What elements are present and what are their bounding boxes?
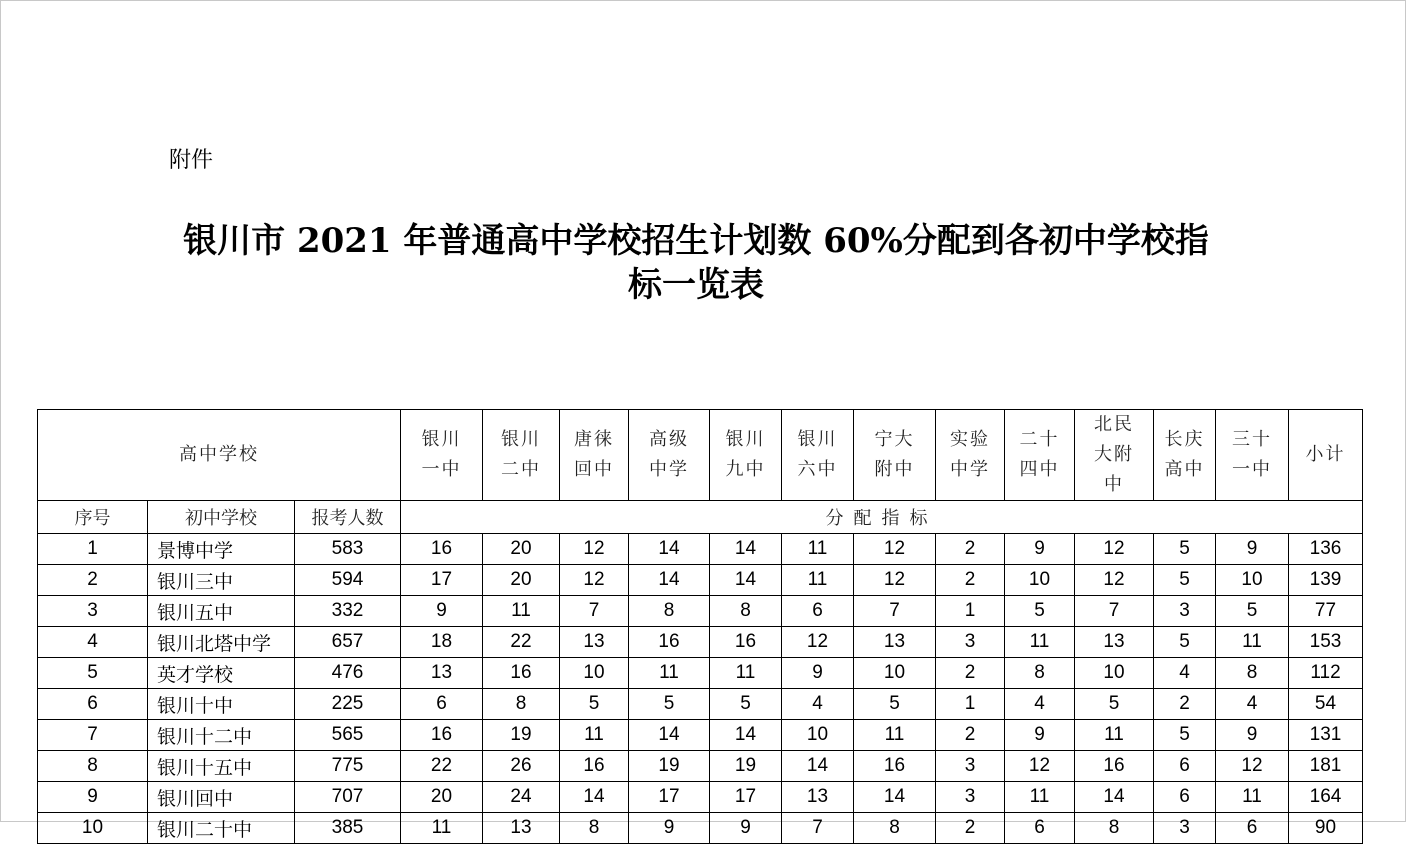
corner-header: 高中学校 [38,410,401,501]
row-index: 6 [38,689,148,720]
allocation-value: 16 [401,720,483,751]
row-index: 7 [38,720,148,751]
allocation-value: 2 [936,565,1005,596]
table-row [38,596,1363,627]
allocation-value: 14 [560,782,629,813]
high-school-name: 银川一中 [421,429,462,480]
allocation-value: 11 [401,813,483,844]
allocation-value: 11 [1216,782,1289,813]
allocation-value: 6 [1154,751,1216,782]
applicant-count: 707 [295,782,401,813]
allocation-value: 8 [629,596,710,627]
allocation-value: 16 [483,658,560,689]
allocation-value: 14 [629,534,710,565]
allocation-value: 16 [1075,751,1154,782]
high-school-header [401,410,483,501]
title-line-1: 银川市 2021 年普通高中学校招生计划数 60%分配到各初中学校指 [183,221,1209,261]
allocation-value: 3 [1154,813,1216,844]
allocation-value: 5 [1075,689,1154,720]
title-line-2: 标一览表 [628,265,764,305]
table-row [38,627,1363,658]
allocation-value: 8 [483,689,560,720]
allocation-value: 17 [629,782,710,813]
allocation-value: 5 [1005,596,1075,627]
allocation-value: 6 [1216,813,1289,844]
allocation-value: 24 [483,782,560,813]
row-index: 4 [38,627,148,658]
allocation-value: 4 [1216,689,1289,720]
middle-school-name: 银川十中 [148,689,295,720]
row-subtotal: 153 [1289,627,1363,658]
high-school-header [782,410,854,501]
allocation-value: 7 [560,596,629,627]
high-school-name: 宁大附中 [874,429,915,480]
allocation-value: 11 [782,565,854,596]
allocation-value: 8 [560,813,629,844]
allocation-value: 13 [782,782,854,813]
allocation-value: 13 [854,627,936,658]
row-index: 2 [38,565,148,596]
row-index: 9 [38,782,148,813]
allocation-value: 6 [1154,782,1216,813]
table-row [38,658,1363,689]
allocation-value: 8 [1075,813,1154,844]
allocation-value: 7 [782,813,854,844]
subtotal-header: 小计 [1289,410,1363,501]
allocation-value: 3 [936,751,1005,782]
allocation-value: 4 [782,689,854,720]
attachment-label: 附件 [169,148,214,173]
index-header: 序号 [38,501,148,534]
row-subtotal: 54 [1289,689,1363,720]
row-subtotal: 164 [1289,782,1363,813]
allocation-value: 12 [854,534,936,565]
allocation-value: 6 [401,689,483,720]
header-row-high-schools [38,410,1363,501]
allocation-value: 9 [782,658,854,689]
allocation-value: 11 [483,596,560,627]
allocation-value: 8 [1216,658,1289,689]
allocation-value: 16 [854,751,936,782]
allocation-value: 2 [936,658,1005,689]
allocation-value: 14 [710,720,782,751]
applicant-count: 332 [295,596,401,627]
allocation-value: 12 [854,565,936,596]
row-index: 3 [38,596,148,627]
middle-school-name: 银川十二中 [148,720,295,751]
applicant-count: 225 [295,689,401,720]
middle-school-header: 初中学校 [148,501,295,534]
table-row [38,751,1363,782]
allocation-value: 12 [560,534,629,565]
high-school-header [1154,410,1216,501]
allocation-value: 10 [560,658,629,689]
allocation-value: 14 [710,565,782,596]
allocation-value: 12 [1075,534,1154,565]
allocation-value: 14 [629,565,710,596]
allocation-value: 11 [1216,627,1289,658]
allocation-value: 1 [936,689,1005,720]
allocation-value: 9 [1005,720,1075,751]
allocation-value: 14 [710,534,782,565]
allocation-value: 13 [483,813,560,844]
high-school-header [560,410,629,501]
allocation-value: 1 [936,596,1005,627]
row-subtotal: 112 [1289,658,1363,689]
allocation-value: 20 [483,565,560,596]
allocation-value: 22 [401,751,483,782]
allocation-value: 12 [1216,751,1289,782]
allocation-value: 3 [936,627,1005,658]
applicant-count: 657 [295,627,401,658]
allocation-value: 7 [854,596,936,627]
allocation-value: 9 [1005,534,1075,565]
allocation-value: 14 [1075,782,1154,813]
row-subtotal: 77 [1289,596,1363,627]
middle-school-name: 银川五中 [148,596,295,627]
allocation-value: 10 [1005,565,1075,596]
allocation-value: 9 [710,813,782,844]
allocation-value: 26 [483,751,560,782]
allocation-value: 13 [560,627,629,658]
allocation-value: 11 [560,720,629,751]
middle-school-name: 银川三中 [148,565,295,596]
allocation-value: 10 [782,720,854,751]
allocation-value: 16 [710,627,782,658]
allocation-value: 5 [1154,627,1216,658]
row-index: 5 [38,658,148,689]
middle-school-name: 银川二十中 [148,813,295,844]
allocation-value: 9 [629,813,710,844]
allocation-value: 13 [401,658,483,689]
allocation-value: 5 [560,689,629,720]
allocation-value: 19 [710,751,782,782]
allocation-value: 12 [560,565,629,596]
high-school-name: 银川二中 [501,429,541,480]
high-school-header [1005,410,1075,501]
allocation-value: 17 [710,782,782,813]
high-school-name: 实验中学 [950,429,990,480]
high-school-header [483,410,560,501]
allocation-value: 16 [560,751,629,782]
table-row [38,565,1363,596]
table-row [38,782,1363,813]
allocation-value: 14 [854,782,936,813]
allocation-value: 2 [936,720,1005,751]
allocation-value: 14 [629,720,710,751]
high-school-header [629,410,710,501]
high-school-name: 银川六中 [797,429,838,480]
allocation-header: 分配指标 [401,501,1363,534]
allocation-value: 5 [1216,596,1289,627]
high-school-name: 银川九中 [725,429,766,480]
row-subtotal: 136 [1289,534,1363,565]
allocation-value: 19 [629,751,710,782]
applicant-count: 476 [295,658,401,689]
allocation-value: 3 [936,782,1005,813]
middle-school-name: 银川回中 [148,782,295,813]
allocation-value: 9 [1216,534,1289,565]
allocation-value: 11 [1005,627,1075,658]
allocation-value: 11 [1005,782,1075,813]
table-row [38,689,1363,720]
allocation-value: 10 [1075,658,1154,689]
allocation-value: 11 [854,720,936,751]
allocation-value: 12 [1075,565,1154,596]
high-school-name: 唐徕回中 [574,429,614,480]
allocation-value: 16 [629,627,710,658]
applicant-count: 775 [295,751,401,782]
allocation-value: 5 [710,689,782,720]
allocation-value: 8 [710,596,782,627]
allocation-value: 20 [483,534,560,565]
applicants-header: 报考人数 [295,501,401,534]
allocation-value: 5 [1154,534,1216,565]
allocation-value: 2 [1154,689,1216,720]
allocation-value: 9 [1216,720,1289,751]
allocation-value: 11 [782,534,854,565]
allocation-value: 19 [483,720,560,751]
high-school-header [1216,410,1289,501]
allocation-value: 11 [1075,720,1154,751]
row-index: 8 [38,751,148,782]
allocation-value: 10 [854,658,936,689]
allocation-value: 5 [1154,565,1216,596]
allocation-value: 22 [483,627,560,658]
high-school-header [710,410,782,501]
row-index: 1 [38,534,148,565]
allocation-value: 11 [629,658,710,689]
allocation-value: 2 [936,813,1005,844]
table-row [38,720,1363,751]
middle-school-name: 银川北塔中学 [148,627,295,658]
allocation-value: 7 [1075,596,1154,627]
allocation-value: 11 [710,658,782,689]
high-school-header [854,410,936,501]
middle-school-name: 景博中学 [148,534,295,565]
high-school-name: 三十一中 [1232,429,1272,480]
allocation-value: 2 [936,534,1005,565]
allocation-value: 17 [401,565,483,596]
allocation-value: 6 [782,596,854,627]
high-school-name: 二十四中 [1019,429,1060,480]
high-school-name: 长庆高中 [1164,429,1205,480]
table-row [38,813,1363,844]
high-school-header [1075,410,1154,501]
high-school-name: 高级中学 [649,429,689,480]
applicant-count: 583 [295,534,401,565]
allocation-value: 14 [782,751,854,782]
allocation-value: 20 [401,782,483,813]
allocation-value: 12 [782,627,854,658]
high-school-header [936,410,1005,501]
allocation-value: 5 [854,689,936,720]
allocation-value: 5 [1154,720,1216,751]
applicant-count: 594 [295,565,401,596]
row-subtotal: 181 [1289,751,1363,782]
table-row [38,534,1363,565]
applicant-count: 385 [295,813,401,844]
row-subtotal: 90 [1289,813,1363,844]
allocation-value: 8 [1005,658,1075,689]
allocation-value: 12 [1005,751,1075,782]
row-subtotal: 139 [1289,565,1363,596]
high-school-name: 北民大附中 [1094,414,1134,495]
allocation-value: 16 [401,534,483,565]
allocation-value: 6 [1005,813,1075,844]
allocation-value: 4 [1005,689,1075,720]
allocation-table [37,409,1363,844]
middle-school-name: 英才学校 [148,658,295,689]
allocation-value: 18 [401,627,483,658]
allocation-value: 8 [854,813,936,844]
row-index: 10 [38,813,148,844]
header-row-columns [38,501,1363,534]
applicant-count: 565 [295,720,401,751]
allocation-value: 9 [401,596,483,627]
row-subtotal: 131 [1289,720,1363,751]
allocation-value: 10 [1216,565,1289,596]
allocation-value: 3 [1154,596,1216,627]
middle-school-name: 银川十五中 [148,751,295,782]
allocation-value: 5 [629,689,710,720]
document-title [1,219,1391,307]
allocation-value: 4 [1154,658,1216,689]
allocation-value: 13 [1075,627,1154,658]
